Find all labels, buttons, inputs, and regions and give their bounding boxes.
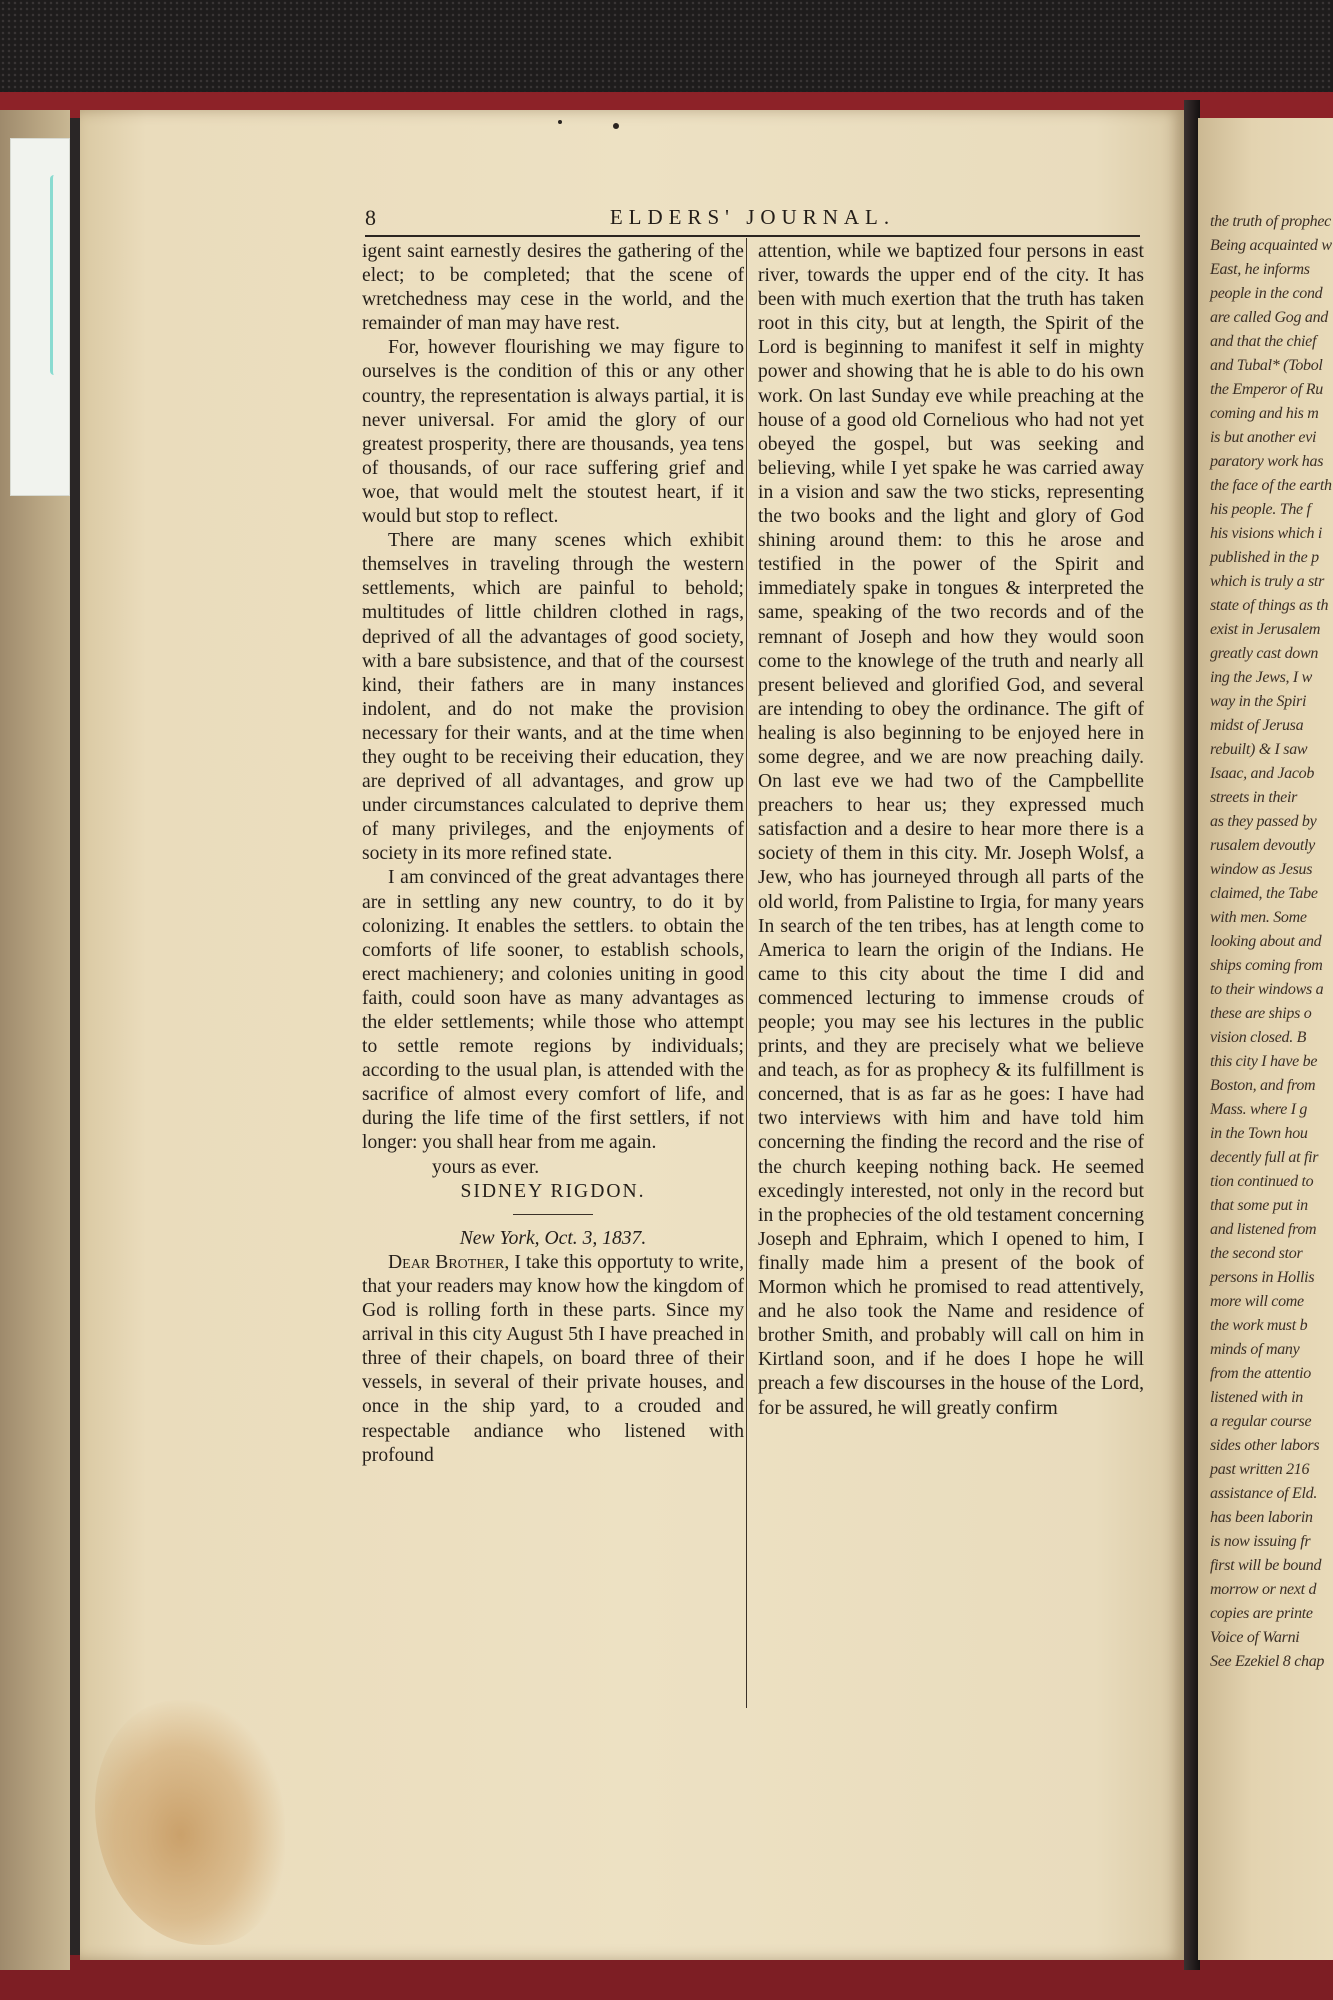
next-page-line: Boston, and from xyxy=(1210,1077,1316,1094)
next-page-line: vision closed. B xyxy=(1210,1029,1307,1046)
next-page-line: and Tubal* (Tobol xyxy=(1210,357,1323,374)
next-page-line: way in the Spiri xyxy=(1210,693,1307,710)
next-page-line: decently full at fir xyxy=(1210,1149,1319,1166)
next-page-line: as they passed by xyxy=(1210,813,1317,830)
next-page-line: is but another evi xyxy=(1210,429,1317,446)
next-page-line: from the attentio xyxy=(1210,1365,1311,1382)
next-page-line: persons in Hollis xyxy=(1210,1269,1315,1286)
next-page-line: in the Town hou xyxy=(1210,1125,1308,1142)
paragraph: I am convinced of the great advantages there are in settling any new country, to do it by colonizing. It enables the settlers. to obtain the comforts of life sooner, to establish schools, erect machienery; and colonies uniting in good faith, could soon have as many advantages as the elder settlements; while those who attempt to settle remote regions by individuals; according to the usual plan, is attended with the sacrifice of almost every comfort of life, and during the life time of the first settlers, if not longer: you shall hear from me again. xyxy=(362,867,744,1154)
next-page-line: and that the chief xyxy=(1210,333,1317,350)
next-page-line: morrow or next d xyxy=(1210,1581,1317,1598)
next-page-line: rusalem devoutly xyxy=(1210,837,1315,854)
tag-ink-mark xyxy=(50,175,63,375)
next-page-line: these are ships o xyxy=(1210,1005,1312,1022)
next-page-line: looking about and xyxy=(1210,933,1322,950)
next-page-line: the truth of prophec xyxy=(1210,213,1331,230)
next-page-line: paratory work has xyxy=(1210,453,1324,470)
page-header xyxy=(365,205,1140,237)
next-page-line: minds of many xyxy=(1210,1341,1300,1358)
next-page-line: See Ezekiel 8 chap xyxy=(1210,1653,1325,1670)
paragraph-text: I take this opportuty to write, that your readers may know how the kingdom of God is rolling forth in these parts. Since my arrival in this city August 5th I have preached in three of their chapels, on board three of their vessels, in several of their private houses, and once in the ship yard, to a crouded and respectable andiance who listened with profound xyxy=(362,1251,744,1466)
next-page-line: greatly cast down xyxy=(1210,645,1319,662)
next-page-line: rebuilt) & I saw xyxy=(1210,741,1308,758)
next-page-line: which is truly a str xyxy=(1210,573,1325,590)
next-page-line: his people. The f xyxy=(1210,501,1311,518)
next-page-line: ships coming from xyxy=(1210,957,1323,974)
next-page-line: a regular course xyxy=(1210,1413,1312,1430)
cover-edge-bottom xyxy=(0,1955,1333,2000)
paragraph: igent saint earnestly desires the gathering of the elect; to be completed; that the scene of wretchedness may cese in the world, and the remainder of man may have rest. xyxy=(362,241,744,335)
next-page-line: Isaac, and Jacob xyxy=(1210,765,1315,782)
letter-closing: yours as ever. xyxy=(432,1156,540,1178)
next-page-line: copies are printe xyxy=(1210,1605,1313,1622)
next-page-line: this city I have be xyxy=(1210,1053,1318,1070)
journal-title: ELDERS' JOURNAL. xyxy=(609,205,896,229)
letter-salutation: Dear Brother, xyxy=(388,1251,510,1273)
next-page-line: past written 216 xyxy=(1210,1461,1310,1478)
next-page-line: people in the cond xyxy=(1210,285,1323,302)
ink-speck xyxy=(613,123,619,129)
left-column xyxy=(362,240,744,1468)
next-page-line: exist in Jerusalem xyxy=(1210,621,1321,638)
next-page-line: that some put in xyxy=(1210,1197,1308,1214)
section-rule xyxy=(513,1214,593,1215)
background-fabric xyxy=(0,0,1333,100)
next-page-line: has been laborin xyxy=(1210,1509,1313,1526)
next-page-line: East, he informs xyxy=(1210,261,1310,278)
next-page-line: to their windows a xyxy=(1210,981,1324,998)
paragraph: There are many scenes which exhibit themselves in traveling through the western settlements, which are painful to behold; multitudes of little children clothed in rags, deprived of all the advantages of good society, with a bare subsistence, and that of the coursest kind, their fathers are in many instances indolent, and do not make the provision necessary for their wants, and at the time when they ought to be receiving their education, they are deprived of all advantages, and grow up under circumstances calculated to deprive them of many privileges, and the enjoyments of society in its more refined state. xyxy=(362,530,744,865)
next-page-line: is now issuing fr xyxy=(1210,1533,1311,1550)
next-page-line: Being acquainted w xyxy=(1210,237,1332,254)
next-page-line: the work must b xyxy=(1210,1317,1308,1334)
next-page-line: Voice of Warni xyxy=(1210,1629,1300,1646)
right-column xyxy=(758,240,1144,1421)
next-page-line: listened with in xyxy=(1210,1389,1303,1406)
next-page-line: Mass. where I g xyxy=(1210,1101,1308,1118)
column-divider xyxy=(746,238,747,1708)
ink-speck xyxy=(558,120,562,124)
letter-dateline: New York, Oct. 3, 1837. xyxy=(459,1227,647,1249)
next-page-line: streets in their xyxy=(1210,789,1298,806)
next-page-line: the Emperor of Ru xyxy=(1210,381,1323,398)
next-page-line: midst of Jerusa xyxy=(1210,717,1304,734)
next-page-line: assistance of Eld. xyxy=(1210,1485,1318,1502)
next-page-line: tion continued to xyxy=(1210,1173,1314,1190)
paragraph: For, however flourishing we may figure to ourselves is the condition of this or any other country, the representation is always partial, it is never universal. For amid the glory of our greatest prosperity, there are thousands, yea tens of thousands, of our race suffering grief and woe, that would melt the stoutest heart, if it would but stop to reflect. xyxy=(362,337,744,528)
next-page-sliver xyxy=(1198,118,1333,1960)
next-page-line: are called Gog and xyxy=(1210,309,1328,326)
next-page-line: the face of the earth xyxy=(1210,477,1332,494)
next-page-line: sides other labors xyxy=(1210,1437,1320,1454)
next-page-line: more will come xyxy=(1210,1293,1304,1310)
next-page-line: published in the p xyxy=(1210,549,1319,566)
next-page-line: window as Jesus xyxy=(1210,861,1313,878)
paragraph xyxy=(362,1251,744,1468)
next-page-line: the second stor xyxy=(1210,1245,1303,1262)
next-page-line: first will be bound xyxy=(1210,1557,1322,1574)
next-page-line: state of things as th xyxy=(1210,597,1329,614)
next-page-line: claimed, the Tabe xyxy=(1210,885,1318,902)
next-page-line: with men. Some xyxy=(1210,909,1307,926)
next-page-line: ing the Jews, I w xyxy=(1210,669,1312,686)
letter-signature: SIDNEY RIGDON. xyxy=(460,1180,646,1202)
next-page-line: and listened from xyxy=(1210,1221,1317,1238)
next-page-line: his visions which i xyxy=(1210,525,1323,542)
paragraph: attention, while we baptized four persons in east river, towards the upper end of the city. It has been with much exertion that the truth has taken root in this city, but at length, the Spirit of the Lord is beginning to manifest it self in mighty power and showing that he is able to do his own work. On last Sunday eve while preaching at the house of a good old Cornelious who had not yet obeyed the gospel, but was seeking and believing, while I yet spake he was carried away in a vision and saw the two sticks, representing the two books and the light and glory of God shining around them: to this he arose and testified in the power of the Spirit and immediately spake in tongues & interpreted the same, speaking of the two records and of the remnant of Joseph and how they would soon come to the knowlege of the truth and nearly all present believed and glorified God, and several are intending to obey the ordinance. The gift of healing is also beginning to be enjoyed here in some degree, and we are now preaching daily. On last eve we had two of the Campbellite preachers to hear us; they expressed much satisfaction and a desire to hear more there is a society of them in this city. Mr. Joseph Wolsf, a Jew, who has journeyed through all parts of the old world, from Palistine to Irgia, for many years In search of the ten tribes, has at length come to America to learn the origin of the Indians. He came to this city about the time I did and commenced lecturing to immense crouds of people; you may see his lectures in the public prints, and they are precisely what we believe and teach, as for as prophecy & its fulfillment is concerned, that is as far as he goes: I have had two interviews with him and have told him concerning the finding the record and the rise of the church keeping nothing back. He seemed excedingly interested, not only in the record but in the prophecies of the old testament concerning Joseph and Ephraim, which I opened to him, I finally made him a present of the book of Mormon which he promised to read attentively, and he also took the Name and residence of brother Smith, and probably will call on him in Kirtland soon, and if he does I hope he will preach a few discourses in the house of the Lord, for be assured, he will greatly confirm xyxy=(758,241,1144,1419)
next-page-line: coming and his m xyxy=(1210,405,1319,422)
page-number: 8 xyxy=(365,205,376,230)
